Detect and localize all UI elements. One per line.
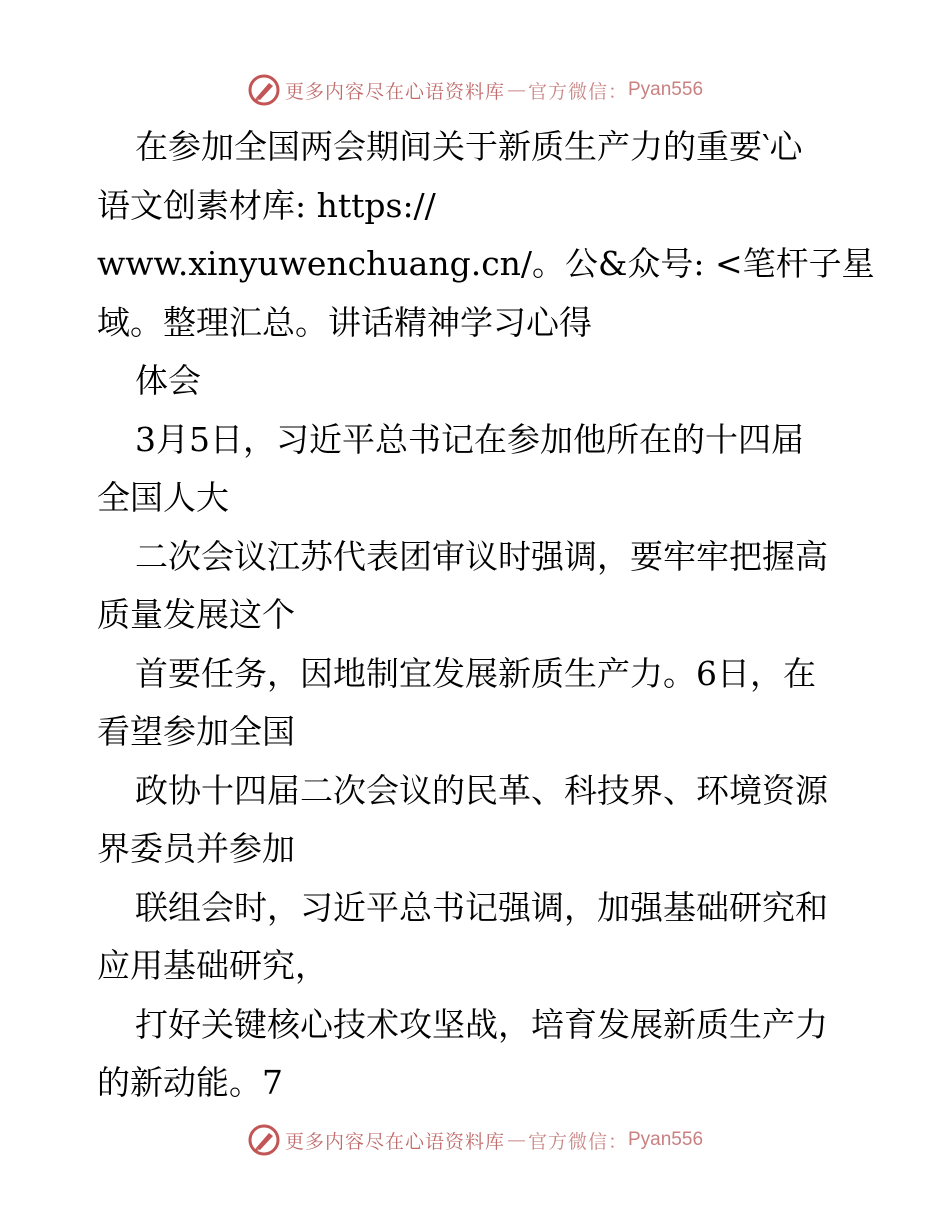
text-line: 界委员并参加 <box>97 829 295 868</box>
text-line: 打好关键核心技术攻坚战，培育发展新质生产力 <box>135 1004 828 1044</box>
text-line: 体会 <box>135 361 201 400</box>
banner-separator: — <box>506 1129 526 1151</box>
text-line: 看望参加全国 <box>97 712 295 751</box>
banner-separator: — <box>506 79 526 101</box>
banner-main-text: 更多内容尽在心语资料库 <box>284 1130 505 1153</box>
text-line: 域。整理汇总。讲话精神学习心得 <box>97 302 592 342</box>
text-line: 应用基础研究， <box>97 946 328 985</box>
header-banner <box>0 70 950 110</box>
text-line: 语文创素材库: https:// <box>97 185 436 225</box>
text-line: 在参加全国两会期间关于新质生产力的重要‵心 <box>135 127 803 166</box>
pen-logo-icon <box>247 1123 281 1157</box>
text-line: www.xinyuwenchuang.cn/。公&众号: <笔杆子星 <box>97 244 875 283</box>
text-line: 政协十四届二次会议的民革、科技界、环境资源 <box>135 770 828 810</box>
banner-main-text: 更多内容尽在心语资料库 <box>284 80 505 103</box>
text-line: 3月5日，习近平总书记在参加他所在的十四届 <box>135 419 804 459</box>
text-line: 首要任务，因地制宜发展新质生产力。6日，在 <box>135 653 816 693</box>
banner-wechat-handle: Pyan556 <box>628 1129 704 1150</box>
banner-wechat-label: 官方微信： <box>527 1130 628 1153</box>
text-line: 全国人大 <box>97 478 229 517</box>
text-line: 联组会时，习近平总书记强调，加强基础研究和 <box>135 887 828 927</box>
text-line: 的新动能。7 <box>97 1063 283 1102</box>
text-line: 二次会议江苏代表团审议时强调，要牢牢把握高 <box>135 536 828 576</box>
document-body <box>97 118 875 1113</box>
footer-banner <box>0 1120 950 1160</box>
text-line: 质量发展这个 <box>97 595 295 634</box>
banner-wechat-label: 官方微信： <box>527 80 628 103</box>
banner-wechat-handle: Pyan556 <box>628 79 704 100</box>
pen-logo-icon <box>247 73 281 107</box>
